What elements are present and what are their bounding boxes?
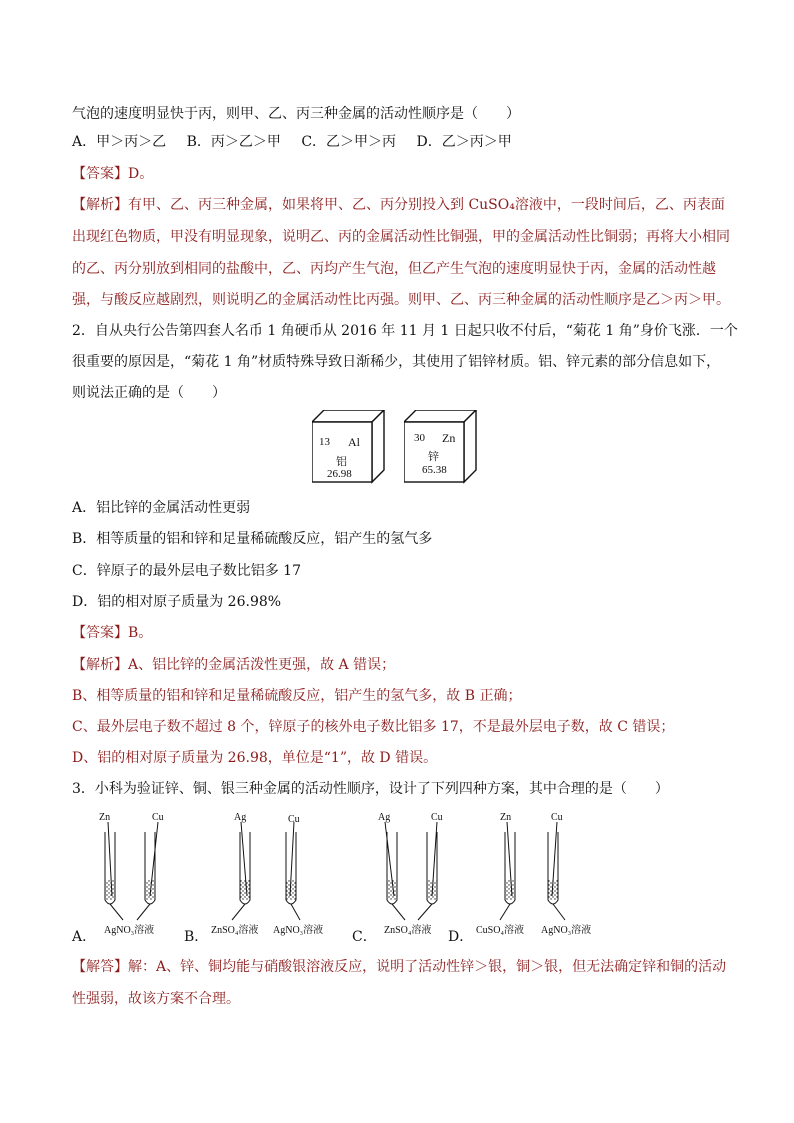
element-symbol: Al (348, 435, 360, 449)
element-number: 30 (414, 432, 425, 444)
element-name: 铝 (336, 456, 347, 468)
solution-label: ZnSO₄溶液 (384, 925, 432, 936)
solution-label: ZnSO₄溶液 (211, 925, 259, 936)
q2-analysis-line-1: 【解析】A、铝比锌的金属活泼性更强，故 A 错误； (72, 657, 396, 673)
q2-option-c: C．锌原子的最外层电子数比铝多 17 (72, 563, 301, 579)
tube-group-d (500, 822, 565, 920)
q3-option-b-letter: B． (184, 929, 209, 945)
q3-analysis-line-1: 【解答】解：A、锌、铜均能与硝酸银溶液反应，说明了活动性锌＞银，铜＞银，但无法确定锌和铜的活动 (72, 959, 727, 975)
q1-analysis-line-4: 强，与酸反应越剧烈，则说明乙的金属活动性比丙强。则甲、乙、丙三种金属的活动性顺序是乙＞丙＞甲。 (72, 292, 730, 308)
q3-option-c-letter: C． (352, 929, 377, 945)
q2-analysis-line-4: D、铝的相对原子质量为 26.98，单位是“1”，故 D 错误。 (72, 750, 438, 766)
metal-label: Zn (500, 812, 512, 823)
element-mass: 65.38 (422, 464, 447, 476)
tube-group-b (232, 822, 300, 920)
q3-option-d-letter: D． (448, 929, 474, 945)
q1-option-d: D．乙＞丙＞甲 (416, 134, 512, 150)
solution-label: AgNO₃溶液 (541, 925, 592, 936)
q2-option-b: B．相等质量的铝和锌和足量稀硫酸反应，铝产生的氢气多 (72, 531, 433, 547)
q1-analysis-line-2: 出现红色物质，甲没有明显现象，说明乙、丙的金属活动性比铜强，甲的金属活动性比铜弱；再将大小相同 (72, 229, 730, 245)
metal-label: Ag (234, 812, 247, 823)
element-symbol: Zn (442, 431, 456, 445)
q2-stem-line-1: 2．自从央行公告第四套人名币 1 角硬币从 2016 年 11 月 1 日起只收不付后，“菊花 1 角”身价飞涨．一个 (72, 323, 738, 339)
q3-option-a-letter: A． (72, 929, 97, 945)
q1-stem-tail: 气泡的速度明显快于丙，则甲、乙、丙三种金属的活动性顺序是（ ） (72, 106, 520, 122)
tube-group-c (385, 822, 437, 920)
metal-label: Ag (378, 812, 391, 823)
metal-label: Zn (99, 812, 111, 823)
solution-label: AgNO₃溶液 (104, 925, 155, 936)
q2-option-a: A．铝比锌的金属活动性更弱 (72, 500, 251, 516)
metal-label: Cu (288, 814, 300, 825)
q3-diagram (0, 808, 794, 948)
solution-label: AgNO₃溶液 (273, 925, 324, 936)
q1-answer: 【答案】D。 (72, 166, 154, 182)
q1-options (72, 132, 528, 152)
element-name: 锌 (428, 451, 439, 463)
q2-option-d: D．铝的相对原子质量为 26.98% (72, 594, 282, 610)
q1-analysis-line-3: 的乙、丙分别放到相同的盐酸中，乙、丙均产生气泡，但乙产生气泡的速度明显快于丙，金属的活动性越 (72, 261, 716, 277)
q1-option-b: B．丙＞乙＞甲 (186, 134, 281, 150)
q1-analysis-line-1: 【解析】有甲、乙、丙三种金属，如果将甲、乙、丙分别投入到 CuSO₄溶液中，一段时间后，乙、丙表面 (72, 197, 725, 213)
q2-answer: 【答案】B。 (72, 625, 153, 641)
q2-stem-line-2: 很重要的原因是，“菊花 1 角”材质特殊导致日渐稀少，其使用了铝锌材质。铝、锌元素的部分信息如下， (72, 354, 721, 370)
q2-analysis-line-2: B、相等质量的铝和锌和足量稀硫酸反应，铝产生的氢气多，故 B 正确； (72, 688, 522, 704)
metal-label: Cu (551, 812, 563, 823)
q3-stem: 3．小科为验证锌、铜、银三种金属的活动性顺序，设计了下列四种方案，其中合理的是（ ） (72, 781, 669, 797)
q2-analysis-line-3: C、最外层电子数不超过 8 个，锌原子的核外电子数比铝多 17，不是最外层电子数，故 C 错误； (72, 719, 675, 735)
q2-stem-line-3: 则说法正确的是（ ） (72, 385, 226, 401)
q1-option-a: A．甲＞丙＞乙 (72, 134, 167, 150)
q3-analysis-line-2: 性强弱，故该方案不合理。 (72, 991, 240, 1007)
element-mass: 26.98 (327, 468, 352, 480)
metal-label: Cu (431, 812, 443, 823)
tube-group-a (105, 822, 158, 920)
metal-label: Cu (152, 812, 164, 823)
element-number: 13 (319, 436, 330, 448)
solution-label: CuSO₄溶液 (476, 925, 524, 936)
q1-option-c: C．乙＞甲＞丙 (301, 134, 397, 150)
